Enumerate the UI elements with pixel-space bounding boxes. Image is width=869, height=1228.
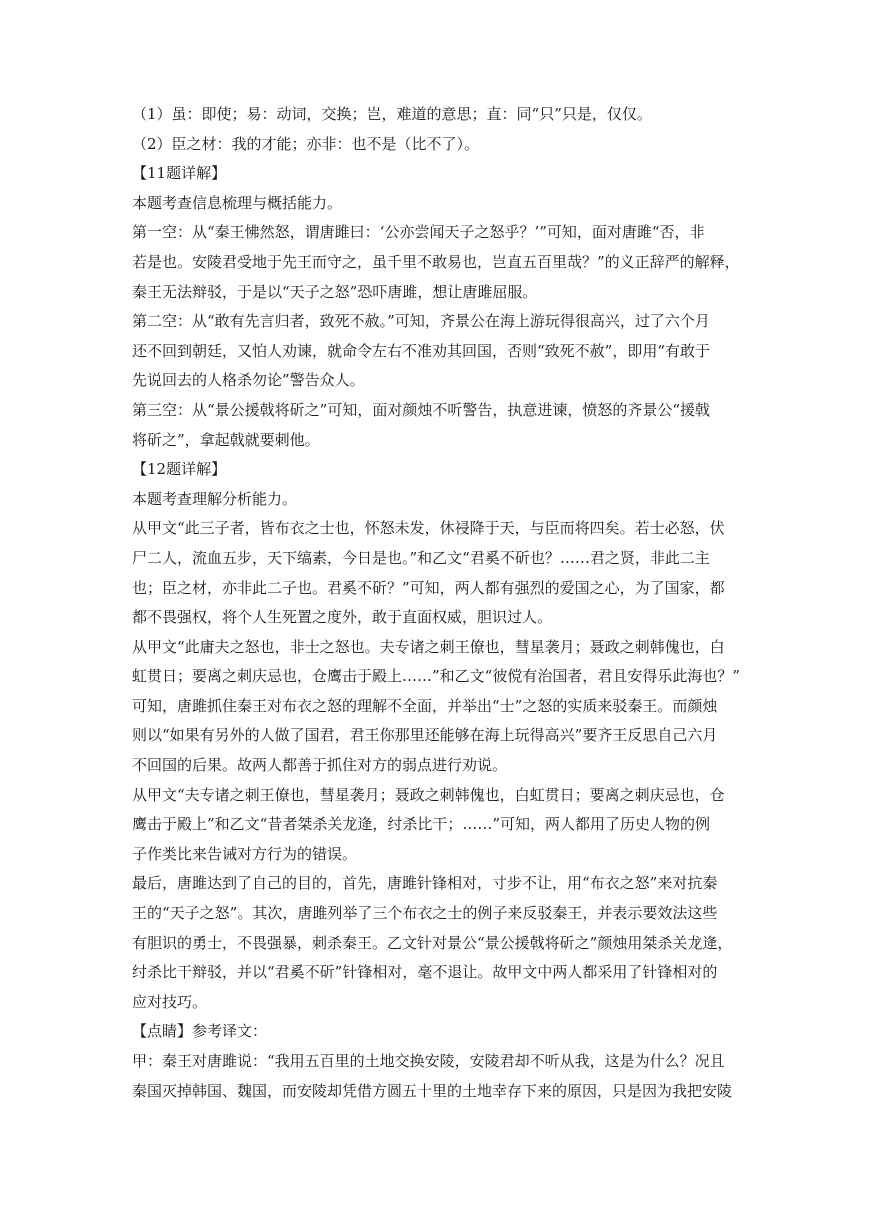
text-line-26: 子作类比来告诫对方行为的错误。 [132,844,358,863]
text-line-2: （2）臣之材：我的才能；亦非：也不是（比不了）。 [132,134,480,153]
text-line-29: 有胆识的勇士，不畏强暴，刺杀秦王。乙文针对景公“景公援戟将斫之”颜烛用桀杀关龙逄， [132,933,733,952]
text-line-14: 本题考查理解分析能力。 [132,489,298,508]
text-line-23: 不回国的后果。故两人都善于抓住对方的弱点进行劝说。 [132,756,508,775]
text-line-20: 虹贯日；要离之刺庆忌也，仓鹰击于殿上……”和乙文“彼傥有治国者，君且安得乐此海也？” [132,667,741,686]
text-line-8: 第二空：从“敢有先言归者，致死不赦。”可知，齐景公在海上游玩得很高兴，过了六个月 [132,312,710,331]
text-line-6: 若是也。安陵君受地于先王而守之，虽千里不敢易也，岂直五百里哉？”的义正辞严的解释， [132,252,740,271]
section-heading-12: 【12题详解】 [132,460,227,479]
text-line-27: 最后，唐雎达到了自己的目的，首先，唐雎针锋相对，寸步不让，用“布衣之怒”来对抗秦 [132,874,718,893]
text-line-24: 从甲文“夫专诸之刺王僚也，彗星袭月；聂政之刺韩傀也，白虹贯日；要离之刺庆忌也，仓 [132,785,725,804]
section-heading-11: 【11题详解】 [132,164,227,183]
text-line-1: （1）虽：即使；易：动词，交换；岂，难道的意思；直：同“只”只是，仅仅。 [132,105,652,123]
text-line-25: 鹰击于殿上”和乙文“昔者桀杀关龙逄，纣杀比干；……”可知，两人都用了历史人物的例 [132,815,711,834]
text-line-16: 尸二人，流血五步，天下缟素，今日是也。”和乙文“君奚不斫也？……君之贤，非此二主 [132,548,710,567]
text-line-10: 先说回去的人格杀勿论”警告众人。 [132,371,365,390]
text-line-28: 王的“天子之怒”。其次，唐雎列举了三个布衣之士的例子来反驳秦王，并表示要效法这些 [132,904,718,923]
text-line-12: 将斫之”，拿起戟就要刺他。 [132,430,320,449]
text-line-18: 都不畏强权，将个人生死置之度外，敢于直面权威，胆识过人。 [132,608,553,627]
text-line-4: 本题考查信息梳理与概括能力。 [132,193,343,212]
section-heading-dianjing: 【点睛】参考译文： [132,1022,268,1041]
document-page [132,100,741,1106]
text-line-19: 从甲文“此庸夫之怒也，非士之怒也。夫专诸之刺王僚也，彗星袭月；聂政之刺韩傀也，白 [132,637,725,656]
text-line-31: 应对技巧。 [132,992,208,1011]
text-line-30: 纣杀比干辩驳，并以“君奚不斫”针锋相对，毫不退让。故甲文中两人都采用了针锋相对的 [132,963,718,982]
text-line-34: 秦国灭掉韩国、魏国，而安陵却凭借方圆五十里的土地幸存下来的原因，只是因为我把安陵 [132,1081,733,1100]
text-line-11: 第三空：从“景公援戟将斫之”可知，面对颜烛不听警告，执意进谏，愤怒的齐景公“援戟 [132,400,711,419]
text-line-22: 则以“如果有另外的人做了国君，君王你那里还能够在海上玩得高兴”要齐王反思自己六月 [132,726,718,745]
text-line-7: 秦王无法辩驳，于是以“天子之怒”恐吓唐雎，想让唐雎屈服。 [132,282,538,301]
text-line-21: 可知，唐雎抓住秦王对布衣之怒的理解不全面，并举出“士”之怒的实质来驳秦王。而颜烛 [132,696,718,715]
text-line-9: 还不回到朝廷，又怕人劝谏，就命令左右不准劝其回国，否则“致死不赦”，即用“有敢于 [132,341,711,360]
text-line-5: 第一空：从“秦王怫然怒，谓唐雎曰：‘公亦尝闻天子之怒乎？’”可知，面对唐雎“否，非 [132,223,705,242]
text-line-33: 甲：秦王对唐雎说：“我用五百里的土地交换安陵，安陵君却不听从我，这是为什么？况且 [132,1052,725,1070]
text-line-15: 从甲文“此三子者，皆布衣之士也，怀怒未发，休祲降于天，与臣而将四矣。若士必怒，伏 [132,519,725,538]
text-line-17: 也；臣之材，亦非此二子也。君奚不斫？”可知，两人都有强烈的爱国之心，为了国家，都 [132,578,725,597]
